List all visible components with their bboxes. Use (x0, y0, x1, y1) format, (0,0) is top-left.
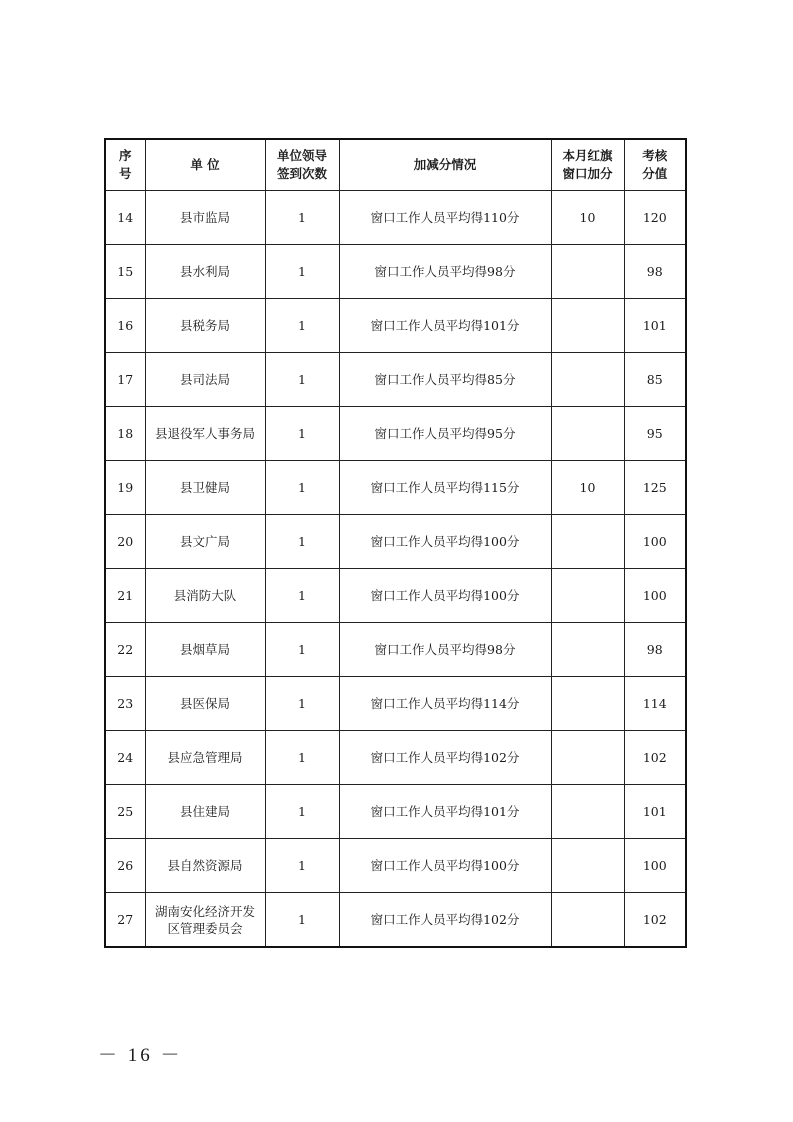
cell-sign-count (265, 839, 339, 893)
cell-sign-count-text: 1 (298, 642, 306, 657)
cell-unit (145, 893, 265, 948)
table-row (105, 839, 686, 893)
cell-unit (145, 785, 265, 839)
cell-unit-text: 县税务局 (179, 318, 230, 333)
cell-seq (105, 461, 145, 515)
cell-score-text: 95 (646, 426, 663, 441)
cell-sign-count-text: 1 (298, 912, 306, 927)
header-detail (339, 139, 551, 191)
cell-detail-text: 窗口工作人员平均得100分 (370, 858, 520, 873)
cell-flag-bonus (551, 569, 624, 623)
table-body (105, 191, 686, 948)
table-header-row (105, 139, 686, 191)
header-unit-label: 单 位 (190, 157, 220, 172)
cell-seq-text: 20 (117, 534, 134, 549)
cell-detail (339, 515, 551, 569)
cell-score-text: 100 (642, 588, 667, 603)
cell-detail-text: 窗口工作人员平均得101分 (370, 804, 520, 819)
cell-unit-text: 县文广局 (179, 534, 230, 549)
cell-detail (339, 569, 551, 623)
cell-score-text: 98 (646, 642, 663, 657)
cell-sign-count-text: 1 (298, 858, 306, 873)
cell-seq (105, 893, 145, 948)
cell-detail-text: 窗口工作人员平均得102分 (370, 912, 520, 927)
table-row (105, 245, 686, 299)
cell-detail (339, 623, 551, 677)
cell-flag-bonus (551, 893, 624, 948)
cell-score-text: 100 (642, 858, 667, 873)
cell-unit-text: 县卫健局 (179, 480, 230, 495)
table-row (105, 569, 686, 623)
cell-detail-text: 窗口工作人员平均得115分 (370, 480, 520, 495)
cell-detail (339, 299, 551, 353)
header-score (624, 139, 686, 191)
table-row (105, 353, 686, 407)
cell-seq-text: 19 (117, 480, 134, 495)
cell-unit-text: 县住建局 (179, 804, 230, 819)
cell-seq-text: 25 (117, 804, 134, 819)
cell-unit-text: 县应急管理局 (167, 750, 243, 765)
cell-unit-text: 县退役军人事务局 (154, 426, 255, 441)
cell-seq (105, 839, 145, 893)
cell-score (624, 785, 686, 839)
cell-sign-count-text: 1 (298, 318, 306, 333)
cell-score (624, 731, 686, 785)
cell-score-text: 125 (642, 480, 667, 495)
cell-seq (105, 731, 145, 785)
header-flag-line2: 窗口加分 (562, 166, 613, 181)
cell-score-text: 85 (646, 372, 663, 387)
table-row (105, 515, 686, 569)
cell-unit (145, 299, 265, 353)
cell-seq (105, 191, 145, 245)
cell-unit (145, 515, 265, 569)
cell-seq (105, 299, 145, 353)
cell-unit (145, 245, 265, 299)
header-seq-line1: 序 (118, 148, 132, 163)
cell-unit (145, 839, 265, 893)
cell-detail (339, 461, 551, 515)
cell-unit (145, 731, 265, 785)
header-sign-count (265, 139, 339, 191)
header-score-line2: 分值 (642, 166, 668, 181)
cell-unit-text: 县自然资源局 (167, 858, 243, 873)
cell-sign-count-text: 1 (298, 588, 306, 603)
cell-seq (105, 677, 145, 731)
cell-detail-text: 窗口工作人员平均得102分 (370, 750, 520, 765)
cell-detail-text: 窗口工作人员平均得114分 (370, 696, 520, 711)
cell-score-text: 102 (642, 750, 667, 765)
cell-detail-text: 窗口工作人员平均得101分 (370, 318, 520, 333)
table-row (105, 461, 686, 515)
cell-sign-count-text: 1 (298, 426, 306, 441)
table-row (105, 299, 686, 353)
cell-unit-text: 县市监局 (179, 210, 230, 225)
cell-seq-text: 27 (117, 912, 134, 927)
cell-flag-bonus (551, 623, 624, 677)
cell-unit-text: 县医保局 (179, 696, 230, 711)
cell-seq (105, 407, 145, 461)
cell-seq-text: 22 (117, 642, 134, 657)
cell-score (624, 515, 686, 569)
cell-seq-text: 16 (117, 318, 134, 333)
score-table (104, 138, 687, 948)
cell-sign-count (265, 353, 339, 407)
page-number: － 16 － (98, 1045, 183, 1066)
cell-seq-text: 23 (117, 696, 134, 711)
cell-sign-count (265, 407, 339, 461)
cell-flag-bonus (551, 191, 624, 245)
cell-detail (339, 191, 551, 245)
table-row (105, 731, 686, 785)
cell-detail (339, 893, 551, 948)
cell-seq (105, 353, 145, 407)
cell-score (624, 245, 686, 299)
cell-sign-count (265, 623, 339, 677)
header-seq (105, 139, 145, 191)
cell-sign-count (265, 245, 339, 299)
cell-seq-text: 21 (117, 588, 134, 603)
cell-flag-bonus (551, 299, 624, 353)
cell-unit-text-line2: 区管理委员会 (167, 920, 243, 936)
cell-flag-bonus (551, 353, 624, 407)
table-row (105, 893, 686, 948)
cell-score-text: 101 (642, 804, 667, 819)
cell-seq (105, 569, 145, 623)
header-flag-bonus (551, 139, 624, 191)
cell-seq (105, 623, 145, 677)
cell-unit-text: 湖南安化经济开发 (154, 903, 255, 919)
cell-unit (145, 677, 265, 731)
cell-flag-bonus (551, 677, 624, 731)
cell-score (624, 839, 686, 893)
cell-score (624, 191, 686, 245)
cell-detail-text: 窗口工作人员平均得85分 (374, 372, 516, 387)
cell-flag-bonus-text: 10 (579, 480, 596, 495)
cell-sign-count-text: 1 (298, 372, 306, 387)
header-sign-line2: 签到次数 (276, 166, 327, 181)
cell-detail-text: 窗口工作人员平均得95分 (374, 426, 516, 441)
cell-sign-count (265, 785, 339, 839)
cell-score (624, 407, 686, 461)
header-unit (145, 139, 265, 191)
cell-flag-bonus (551, 785, 624, 839)
cell-unit (145, 623, 265, 677)
cell-sign-count-text: 1 (298, 696, 306, 711)
cell-seq (105, 785, 145, 839)
table-row (105, 785, 686, 839)
cell-score (624, 353, 686, 407)
cell-detail-text: 窗口工作人员平均得110分 (370, 210, 520, 225)
cell-unit (145, 353, 265, 407)
cell-detail (339, 353, 551, 407)
cell-seq-text: 24 (117, 750, 134, 765)
cell-score (624, 623, 686, 677)
cell-detail (339, 785, 551, 839)
cell-sign-count-text: 1 (298, 804, 306, 819)
table-row (105, 677, 686, 731)
cell-seq-text: 14 (117, 210, 134, 225)
cell-unit (145, 191, 265, 245)
cell-score (624, 677, 686, 731)
cell-unit-text: 县司法局 (179, 372, 230, 387)
cell-sign-count-text: 1 (298, 534, 306, 549)
cell-unit (145, 461, 265, 515)
cell-score-text: 120 (642, 210, 667, 225)
cell-detail (339, 731, 551, 785)
cell-seq-text: 18 (117, 426, 134, 441)
cell-detail (339, 407, 551, 461)
cell-score-text: 98 (646, 264, 663, 279)
cell-flag-bonus (551, 461, 624, 515)
cell-detail-text: 窗口工作人员平均得98分 (374, 642, 516, 657)
cell-score (624, 569, 686, 623)
cell-seq-text: 26 (117, 858, 134, 873)
cell-flag-bonus (551, 839, 624, 893)
cell-flag-bonus (551, 245, 624, 299)
cell-sign-count (265, 569, 339, 623)
cell-unit-text: 县消防大队 (173, 588, 237, 603)
cell-sign-count (265, 515, 339, 569)
table-row (105, 191, 686, 245)
cell-detail (339, 245, 551, 299)
header-seq-line2: 号 (118, 166, 132, 181)
cell-sign-count-text: 1 (298, 210, 306, 225)
cell-score-text: 101 (642, 318, 667, 333)
cell-detail-text: 窗口工作人员平均得100分 (370, 588, 520, 603)
table-row (105, 623, 686, 677)
cell-sign-count (265, 461, 339, 515)
header-flag-line1: 本月红旗 (562, 148, 613, 163)
cell-sign-count (265, 191, 339, 245)
cell-sign-count (265, 893, 339, 948)
cell-sign-count (265, 677, 339, 731)
cell-flag-bonus (551, 515, 624, 569)
cell-unit (145, 569, 265, 623)
cell-score-text: 114 (642, 696, 667, 711)
cell-sign-count-text: 1 (298, 264, 306, 279)
cell-flag-bonus-text: 10 (579, 210, 596, 225)
header-score-line1: 考核 (642, 148, 668, 163)
cell-detail (339, 677, 551, 731)
cell-score (624, 461, 686, 515)
cell-seq (105, 245, 145, 299)
cell-detail-text: 窗口工作人员平均得98分 (374, 264, 516, 279)
cell-seq-text: 15 (117, 264, 134, 279)
cell-sign-count (265, 299, 339, 353)
cell-unit-text: 县水利局 (179, 264, 230, 279)
cell-score (624, 893, 686, 948)
cell-score (624, 299, 686, 353)
header-sign-line1: 单位领导 (276, 148, 327, 163)
cell-sign-count-text: 1 (298, 750, 306, 765)
cell-detail-text: 窗口工作人员平均得100分 (370, 534, 520, 549)
cell-seq-text: 17 (117, 372, 134, 387)
cell-unit-text: 县烟草局 (179, 642, 230, 657)
cell-sign-count (265, 731, 339, 785)
cell-score-text: 102 (642, 912, 667, 927)
table-row (105, 407, 686, 461)
cell-unit (145, 407, 265, 461)
cell-flag-bonus (551, 731, 624, 785)
cell-flag-bonus (551, 407, 624, 461)
cell-detail (339, 839, 551, 893)
header-detail-label: 加减分情况 (413, 157, 477, 172)
cell-seq (105, 515, 145, 569)
cell-score-text: 100 (642, 534, 667, 549)
score-table-container (104, 138, 685, 948)
cell-sign-count-text: 1 (298, 480, 306, 495)
